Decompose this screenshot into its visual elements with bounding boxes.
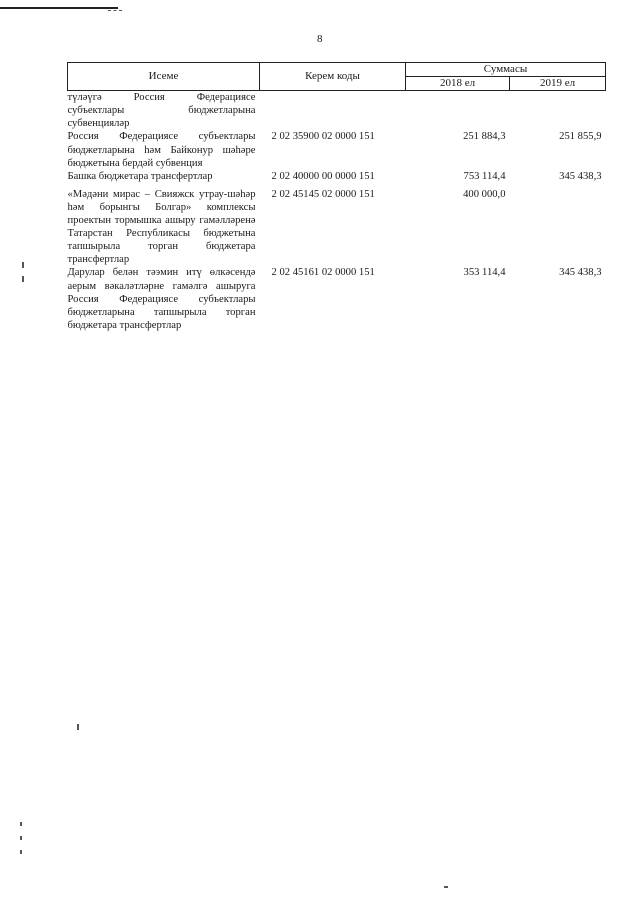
row-code: 2 02 35900 02 0000 151 [271, 131, 375, 143]
column-header-code: Керем коды [260, 63, 406, 91]
table-row [68, 183, 606, 267]
row-value-2018: 400 000,0 [463, 188, 506, 200]
row-value-2019: 345 438,3 [559, 170, 602, 182]
row-value-2019: 345 438,3 [559, 267, 602, 279]
row-value-2019 [510, 183, 606, 267]
row-code: 2 02 40000 00 0000 151 [271, 170, 375, 182]
budget-table [67, 62, 606, 332]
scan-artifact-dot [20, 850, 22, 854]
row-value-2018: 251 884,3 [463, 131, 506, 143]
scan-artifact-dot [20, 822, 22, 826]
column-header-name: Исеме [68, 63, 260, 91]
row-code [260, 91, 406, 131]
row-name: Башка бюджетара трансфертлар [67, 170, 213, 182]
table-row [68, 170, 606, 183]
row-value-2018 [406, 91, 510, 131]
row-value-2018: 353 114,4 [463, 267, 506, 279]
table-row [68, 266, 606, 331]
row-value-2018: 753 114,4 [463, 170, 506, 182]
table-row [68, 130, 606, 169]
column-header-year-2018: 2018 ел [406, 77, 510, 91]
row-name: Дарулар белән тәэмин итү өлкәсендә аерым вәкаләтләрне гамәлгә ашыруга Россия Федерациясе субъектлары бюджетларына тапшырыла торган бюджетара трансфертлар [67, 267, 256, 331]
scan-artifact-dot [22, 262, 24, 268]
row-code: 2 02 45145 02 0000 151 [271, 188, 375, 200]
scan-artifact-top [0, 7, 118, 9]
column-header-sums: Суммасы [406, 63, 606, 77]
row-name: «Мәдәни мирас – Свияжск утрау-шәһәр һәм борынгы Болгар» комплексы проектын тормышка ашыру гамәлләренә Татарстан Республикасы бюджетына тапшырыла торган бюджетара трансфертлар [67, 188, 256, 266]
row-name: түләүгә Россия Федерациясе субъектлары бюджетларына субвенцияләр [67, 92, 256, 130]
scan-artifact-dot [444, 886, 448, 888]
column-header-year-2019: 2019 ел [510, 77, 606, 91]
scan-artifact-dot [77, 724, 79, 730]
row-value-2019: 251 855,9 [559, 131, 602, 143]
row-value-2019 [510, 91, 606, 131]
page-number: 8 [317, 33, 323, 45]
table-row [68, 91, 606, 131]
scan-artifact-dot [22, 276, 24, 282]
scan-artifact-dot [20, 836, 22, 840]
row-name: Россия Федерациясе субъектлары бюджетларына һәм Байконур шәһәре бюджетына бердәй субвенция [67, 131, 256, 169]
row-code: 2 02 45161 02 0000 151 [271, 267, 375, 279]
